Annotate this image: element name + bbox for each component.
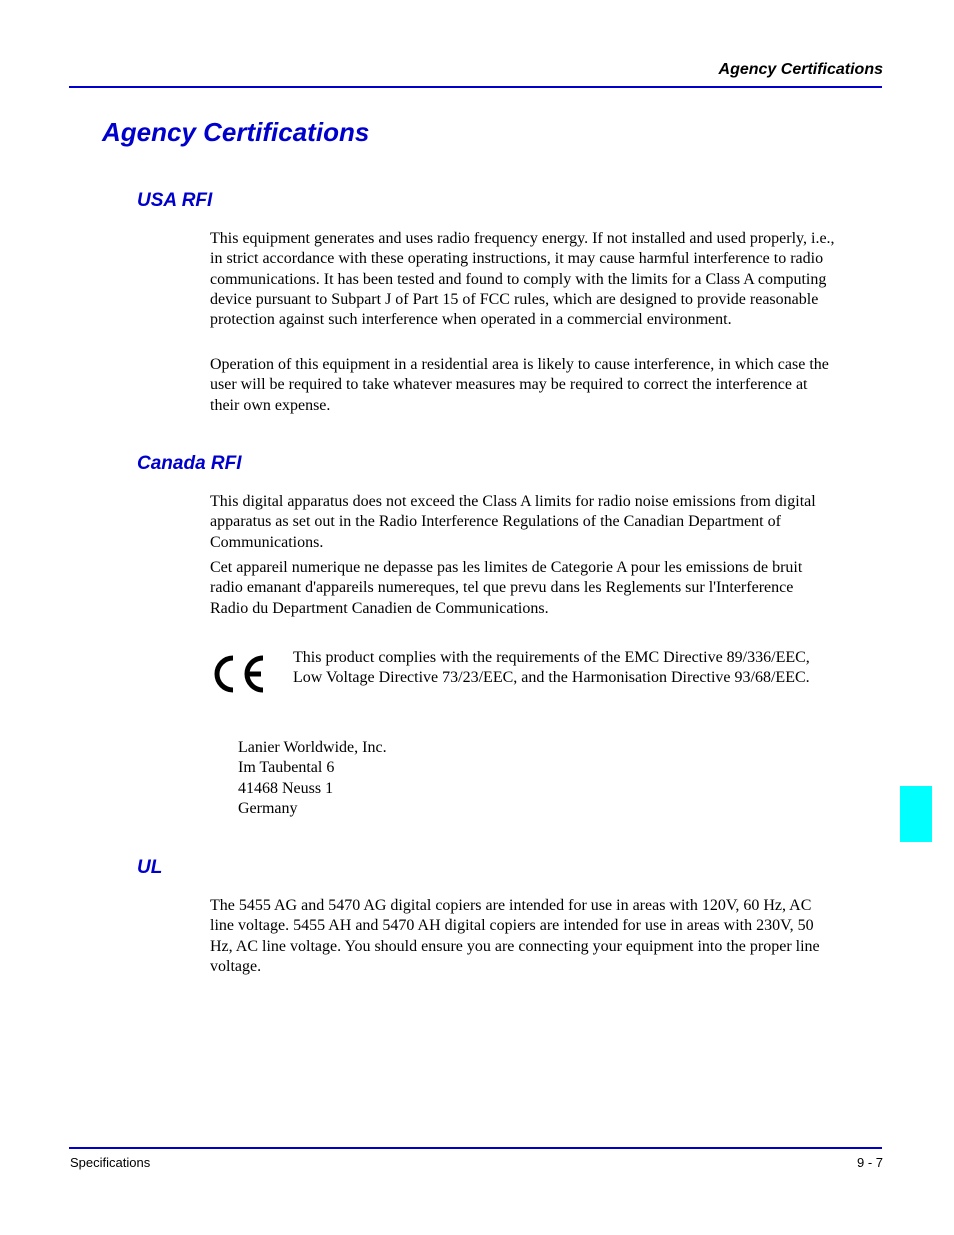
heading-canada-rfi: Canada RFI [137,453,242,474]
page-number: 9 - 7 [856,1155,883,1170]
ce-mark-icon [209,650,269,698]
manufacturer-address [238,738,638,819]
ul-paragraph-1: The 5455 AG and 5470 AG digital copiers are intended for use in areas with 120V, 60 Hz, AC line voltage. 5455 AH and 5470 AH digital copiers are intended for use in areas with 230V, 50 Hz, AC line voltage. You should ensure you are connecting your equipment into the proper line voltage. [210,897,820,975]
address-line: Germany [238,799,298,817]
heading-usa-rfi: USA RFI [137,190,213,211]
heading-ul: UL [137,857,163,878]
address-line: Lanier Worldwide, Inc. [238,739,387,756]
ce-compliance-statement: This product complies with the requirements of the EMC Directive 89/336/EEC, Low Voltage Directive 73/23/EEC, and the Harmonisation Directive 93/68/EEC. [293,649,810,687]
running-header-title: Agency Certifications [718,61,883,78]
header-rule [69,86,882,88]
footer-rule [69,1147,882,1149]
footer-section-label: Specifications [70,1155,151,1170]
canada-rfi-paragraph-1: This digital apparatus does not exceed the Class A limits for radio noise emissions from digital apparatus as set out in the Radio Interference Regulations of the Canadian Department of Communications. [210,493,816,551]
address-line: 41468 Neuss 1 [238,779,334,797]
page-title: Agency Certifications [102,117,370,147]
address-line: Im Taubental 6 [238,759,335,777]
canada-rfi-paragraph-2: Cet appareil numerique ne depasse pas les limites de Categorie A pour les emissions de bruit radio emanant d'appareils numereques, tel que prevu dans les Reglements sur l'Interference Radio du Department Canadien de Communications. [210,559,803,617]
chapter-thumb-tab [900,786,932,842]
usa-rfi-paragraph-1: This equipment generates and uses radio frequency energy. If not installed and used properly, i.e., in strict accordance with these operating instructions, it may cause harmful interference to radio communications. It has been tested and found to comply with the limits for a Class A computing device pursuant to Subpart J of Part 15 of FCC rules, which are designed to provide reasonable protection against such interference when operated in a commercial environment. [210,230,835,329]
usa-rfi-paragraph-2: Operation of this equipment in a residential area is likely to cause interference, in which case the user will be required to take whatever measures may be required to correct the interference at their own expense. [210,356,829,414]
